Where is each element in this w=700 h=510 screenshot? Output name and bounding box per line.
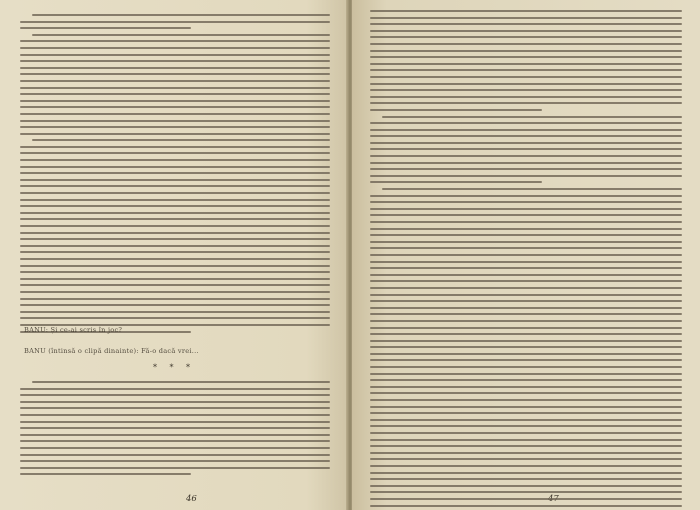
left-page-text-block-2 [20, 381, 330, 480]
left-page-text-block-1 [20, 14, 330, 337]
right-page-text-block [370, 10, 682, 510]
section-separator: * * * [152, 363, 196, 372]
left-page [0, 0, 348, 510]
dialogue-line: BANU (întinsă o clipă dinainte): Fă-o dacă vrei... [24, 347, 199, 355]
dialogue-line: BANU: Și ce-ai scris în joc? [24, 326, 123, 334]
page-number: 46 [186, 494, 197, 504]
